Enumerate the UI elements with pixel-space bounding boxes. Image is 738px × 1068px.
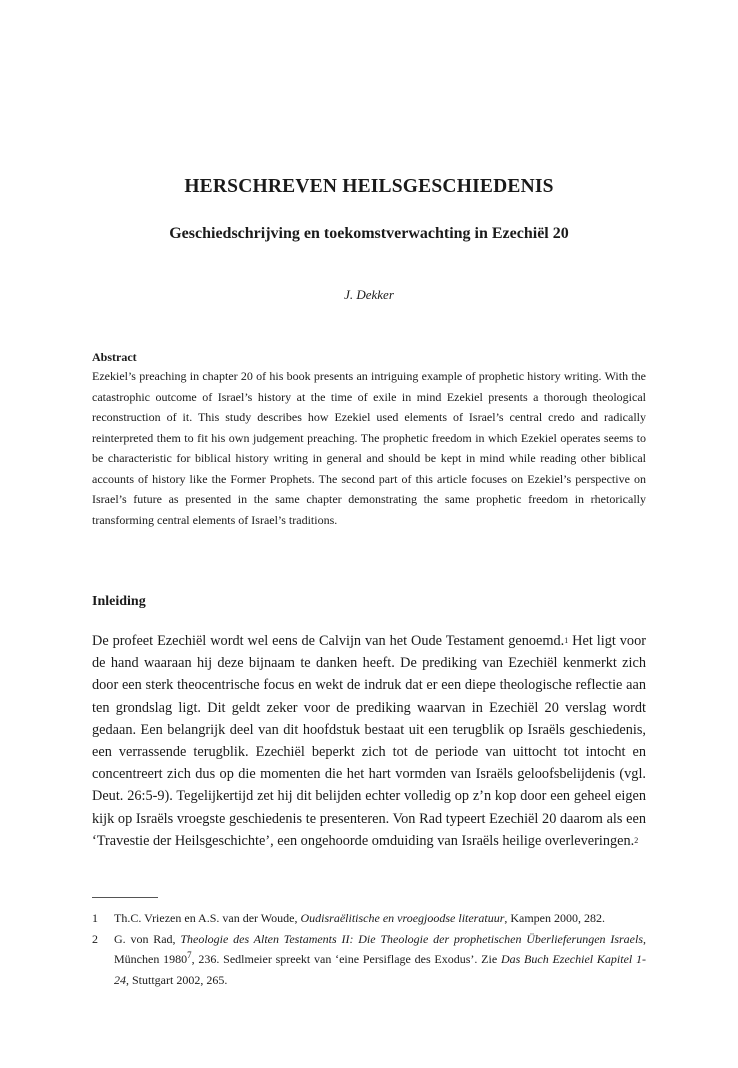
- footnote-text-mid: , 236. Sedlmeier spreekt van ‘eine Persiflage des Exodus’. Zie: [191, 952, 501, 966]
- footnote-divider: [92, 897, 158, 898]
- footnote-text-post: , Stuttgart 2002, 265.: [126, 972, 228, 987]
- footnote-ref-1[interactable]: 1: [564, 636, 569, 645]
- abstract-text: Ezekiel’s preaching in chapter 20 of his book presents an intriguing example of prophetic history writing. With the catastrophic outcome of Israel’s history at the time of exile in mind Ezekiel presents a thorough theological reconstruction of it. This study describes how Ezekiel used elements of Israel’s central credo and radically reinterpreted them to fit his own judgement preaching. The prophetic freedom in which Ezekiel operates seems to be characteristic for biblical history writing in general and should be kept in mind while reading other biblical accounts of history like the Former Prophets. The second part of this article focuses on Ezekiel’s perspective on Israel’s future as presented in the same chapter demonstrating the same prophetic freedom in rhetorically transforming central elements of Israel’s traditions.: [92, 369, 646, 527]
- abstract: [92, 349, 646, 530]
- footnote-book-title: Theologie des Alten Testaments II: Die Theologie der prophetischen Überlieferungen Israels: [180, 931, 643, 946]
- footnote-text-pre: G. von Rad,: [114, 931, 181, 946]
- footnote-text-mid: , München 1980: [114, 931, 646, 966]
- footnote-2: [92, 929, 646, 991]
- footnote-text: [114, 908, 646, 929]
- footnote-text-pre: Th.C. Vriezen en A.S. van der Woude,: [114, 911, 301, 925]
- footnote-number: 2: [92, 931, 98, 946]
- footnote-book-title: Oudisraëlitische en vroegjoodse literatuur: [300, 911, 505, 925]
- footnotes: [92, 908, 646, 990]
- body-paragraph: [92, 630, 646, 852]
- abstract-heading: Abstract: [92, 350, 137, 364]
- footnote-1: [92, 908, 646, 929]
- footnote-ref-2[interactable]: 2: [634, 835, 639, 845]
- article-author: J. Dekker: [344, 287, 394, 302]
- footnote-book-title: Das Buch Ezechiel Kapitel 1-24: [114, 952, 647, 987]
- footnote-edition: 7: [187, 950, 192, 960]
- footnote-text-post: , Kampen 2000, 282.: [504, 911, 606, 925]
- paragraph-text-part2: Het ligt voor de hand waaraan hij deze bijnaam te danken heeft. De prediking van Ezechiël kenmerkt zich door een sterk theocentrische focus en wekt de indruk dat er een diepe theologische reflectie aan ten grondslag ligt. Dit geldt zeker voor de prediking waarvan in Ezechiël 20 verslag wordt gedaan. Een belangrijk deel van dit hoofdstuk bestaat uit een terugblik op Israëls geschiedenis, een verrassende terugblik. Ezechiël beperkt zich tot de periode van uittocht tot intocht en concentreert zich dus op die momenten die het hart vormden van Israëls geloofsbelijdenis (vgl. Deut. 26:5-9). Tegelijkertijd zet hij dit belijden echter volledig op z’n kop door een geheel eigen kijk op Israëls vroegste geschiedenis te presenteren. Von Rad typeert Ezechiël 20 daarom als een ‘Travestie der Heilsgeschichte’, een ongehoorde omduiding van Israëls heilige overleveringen.: [92, 633, 646, 849]
- article-subtitle: Geschiedschrijving en toekomstverwachting in Ezechiël 20: [169, 225, 569, 242]
- footnote-number: 1: [92, 911, 98, 925]
- article-title: HERSCHREVEN HEILSGESCHIEDENIS: [184, 176, 554, 197]
- footnote-text: [114, 929, 646, 991]
- section-heading: Inleiding: [92, 594, 146, 609]
- paragraph-text-part1: De profeet Ezechiël wordt wel eens de Calvijn van het Oude Testament genoemd.: [92, 633, 565, 649]
